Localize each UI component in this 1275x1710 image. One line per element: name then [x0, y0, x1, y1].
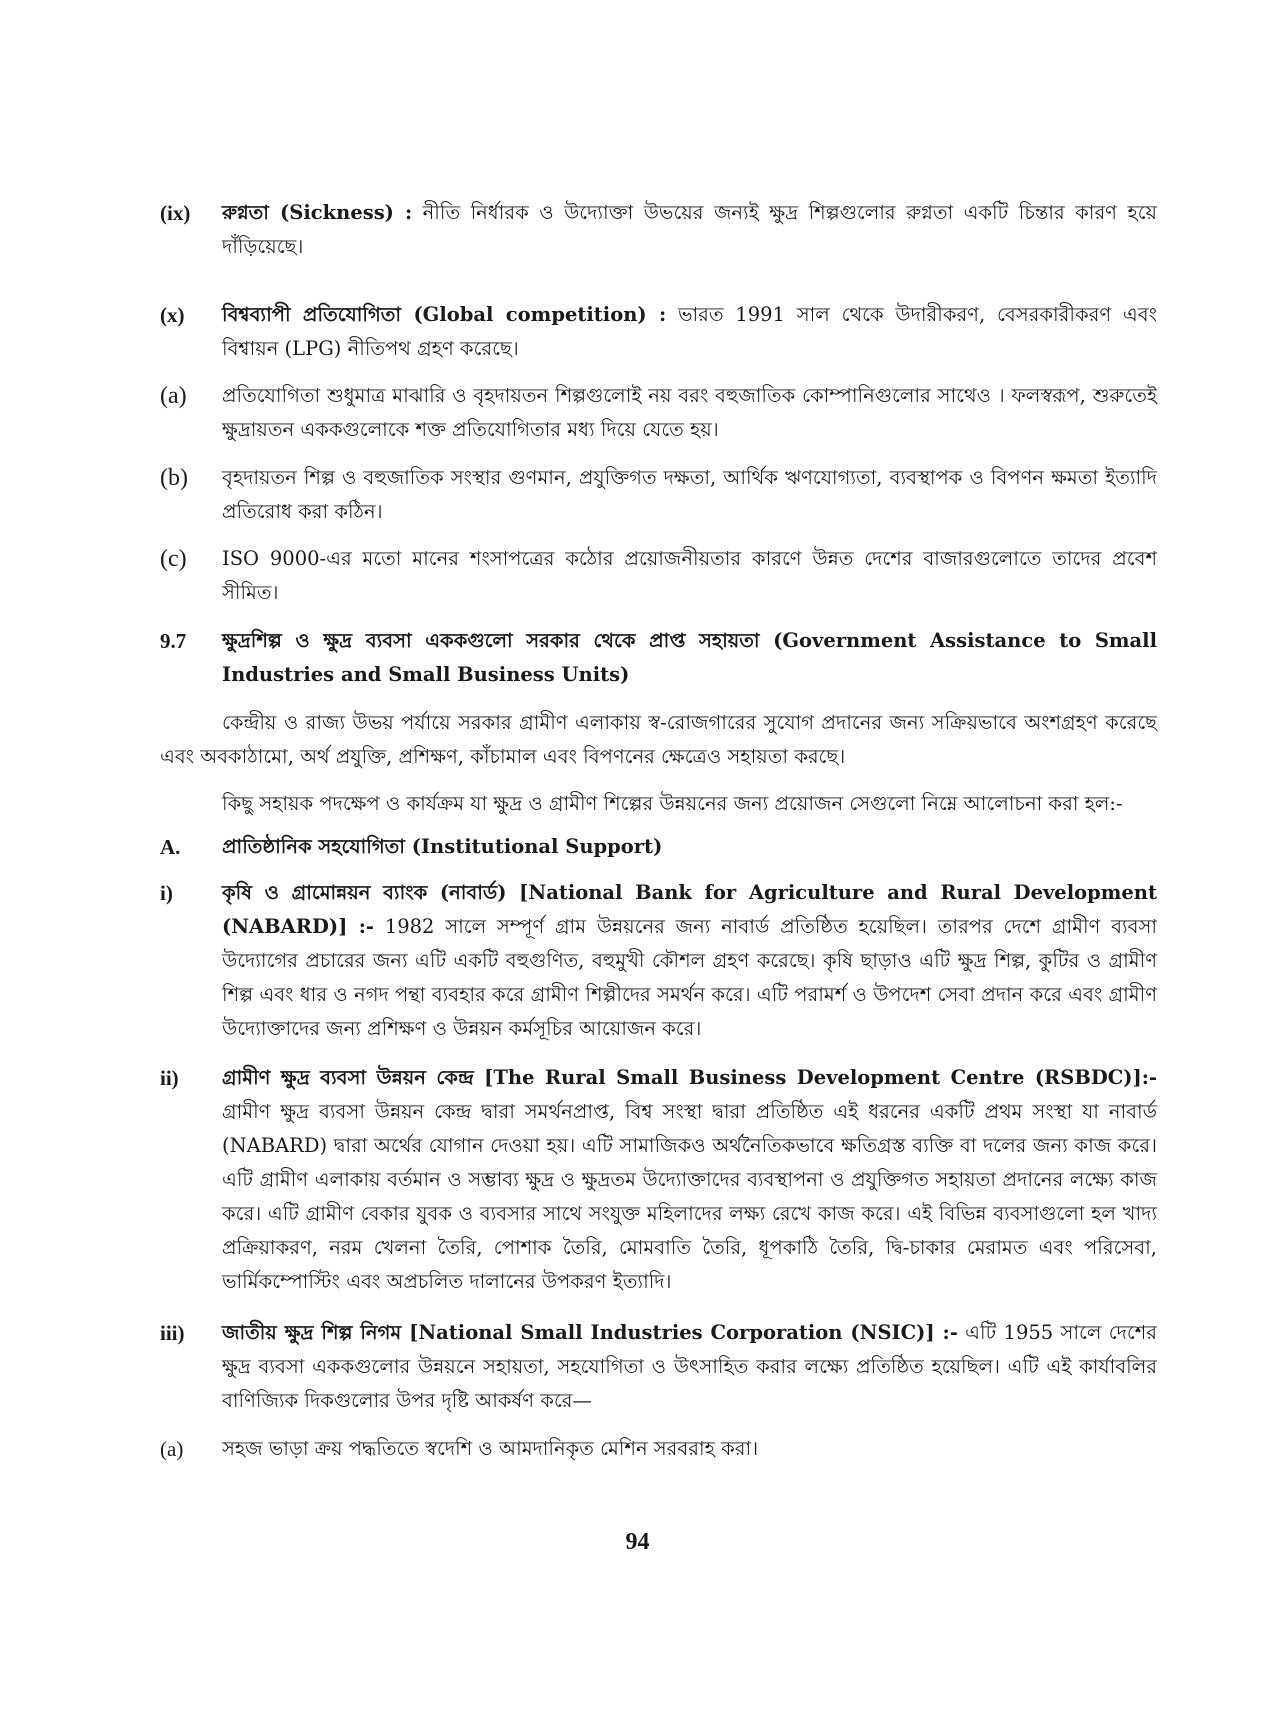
item-body: [222, 876, 1157, 1046]
support-item-a: [160, 1432, 1157, 1466]
paragraph-text: কেন্দ্রীয় ও রাজ্য উভয় পর্যায়ে সরকার গ্রামীণ এলাকায় স্ব-রোজগারের সুযোগ প্রদানের জন্য সক্রিয়ভাবে অংশগ্রহণ করেছে এবং অবকাঠামো, অর্থ প্রযুক্তি, প্রশিক্ষণ, কাঁচামাল এবং বিপণনের ক্ষেত্রেও সহায়তা করছে।: [160, 711, 1157, 768]
item-heading: বিশ্বব্যাপী প্রতিযোগিতা (Global competition) :: [222, 303, 667, 326]
item-body: [222, 1316, 1157, 1418]
item-heading: রুগ্নতা (Sickness) :: [222, 201, 413, 224]
item-text: এটি 1955 সালে দেশের ক্ষুদ্র ব্যবসা এককগুলোর উন্নয়নে সহায়তা, সহযোগিতা ও উৎসাহিত করার লক্ষ্যে প্রতিষ্ঠিত হয়েছিল। এটি এই কার্যাবলির বাণিজ্যিক দিকগুলোর উপর দৃষ্টি আকর্ষণ করে—: [222, 1321, 1157, 1412]
subsection-label: A.: [160, 835, 181, 859]
item-x: [160, 298, 1157, 366]
section-paragraph-2: [160, 787, 1157, 821]
item-label: iii): [160, 1321, 185, 1345]
item-body: [222, 298, 1157, 366]
section-heading: [160, 624, 1157, 692]
item-label: (c): [160, 546, 187, 572]
item-label: (a): [160, 1437, 184, 1461]
item-text: প্রতিযোগিতা শুধুমাত্র মাঝারি ও বৃহদায়তন শিল্পগুলোই নয় বরং বহুজাতিক কোম্পানিগুলোর সাথেও । ফলস্বরূপ, শুরুতেই ক্ষুদ্রায়তন এককগুলোকে শক্ত প্রতিযোগিতার মধ্য দিয়ে যেতে হয়।: [222, 384, 1157, 441]
item-text: গ্রামীণ ক্ষুদ্র ব্যবসা উন্নয়ন কেন্দ্র দ্বারা সমর্থনপ্রাপ্ত, বিশ্ব সংস্থা দ্বারা প্রতিষ্ঠিত এই ধরনের একটি প্রথম সংস্থা যা নাবার্ড (NABARD) দ্বারা অর্থের যোগান দেওয়া হয়। এটি সামাজিকও অর্থনৈতিকভাবে ক্ষতিগ্রস্ত ব্যক্তি বা দলের জন্য কাজ করে। এটি গ্রামীণ এলাকায় বর্তমান ও সম্ভাব্য ক্ষুদ্র ও ক্ষুদ্রতম উদ্যোক্তাদের ব্যবস্থাপনা ও প্রযুক্তিগত সহায়তা প্রদানের লক্ষ্যে কাজ করে। এটি গ্রামীণ বেকার যুবক ও ব্যবসার সাথে সংযুক্ত মহিলাদের লক্ষ্য রেখে কাজ করে। এই বিভিন্ন ব্যবসাগুলো হল খাদ্য প্রক্রিয়াকরণ, নরম খেলনা তৈরি, পোশাক তৈরি, মোমবাতি তৈরি, ধূপকাঠি তৈরি, দ্বি-চাকার মেরামত এবং পরিসেবা, ভার্মিকম্পোস্টিং এবং অপ্রচলিত দালানের উপকরণ ইত্যাদি।: [222, 1100, 1157, 1293]
item-b-competition: [160, 461, 1157, 529]
item-body: [222, 196, 1157, 264]
item-a-competition: [160, 379, 1157, 447]
section-title: ক্ষুদ্রশিল্প ও ক্ষুদ্র ব্যবসা এককগুলো সরকার থেকে প্রাপ্ত সহায়তা (Government Assistance to Small Industries and Small Business Units): [222, 629, 1157, 686]
item-text: নীতি নির্ধারক ও উদ্যোক্তা উভয়ের জন্যই ক্ষুদ্র শিল্পগুলোর রুগ্নতা একটি চিন্তার কারণ হয়ে দাঁড়িয়েছে।: [222, 201, 1158, 258]
item-label: ii): [160, 1066, 179, 1090]
item-text: ISO 9000-এর মতো মানের শংসাপত্রের কঠোর প্রয়োজনীয়তার কারণে উন্নত দেশের বাজারগুলোতে তাদের প্রবেশ সীমিত।: [222, 547, 1157, 604]
item-label: i): [160, 881, 173, 905]
subsection-title: প্রাতিষ্ঠানিক সহযোগিতা (Institutional Support): [222, 835, 663, 858]
page-number: 94: [625, 1529, 650, 1555]
item-text: ভারত 1991 সাল থেকে উদারীকরণ, বেসরকারীকরণ এবং বিশ্বায়ন (LPG) নীতিপথ গ্রহণ করেছে।: [222, 303, 1157, 360]
support-item-nabard: [160, 876, 1157, 1046]
paragraph-text: কিছু সহায়ক পদক্ষেপ ও কার্যক্রম যা ক্ষুদ্র ও গ্রামীণ শিল্পের উন্নয়নের জন্য প্রয়োজন সেগুলো নিম্নে আলোচনা করা হল:-: [222, 792, 1123, 815]
item-heading: গ্রামীণ ক্ষুদ্র ব্যবসা উন্নয়ন কেন্দ্র [The Rural Small Business Development Centre (RSBDC)]:-: [222, 1066, 1157, 1089]
subsection-heading: [160, 830, 1157, 864]
item-ix: [160, 196, 1157, 264]
section-number: 9.7: [160, 629, 187, 653]
item-text: 1982 সালে সম্পূর্ণ গ্রাম উন্নয়নের জন্য নাবার্ড প্রতিষ্ঠিত হয়েছিল। তারপর দেশে গ্রামীণ ব্যবসা উদ্যোগের প্রচারের জন্য এটি একটি বহুগুণিত, বহুমুখী কৌশল গ্রহণ করেছে। কৃষি ছাড়াও এটি ক্ষুদ্র শিল্প, কুটির ও গ্রামীণ শিল্প এবং ধার ও নগদ পন্থা ব্যবহার করে গ্রামীণ শিল্পীদের সমর্থন করে। এটি পরামর্শ ও উপদেশ সেবা প্রদান করে এবং গ্রামীণ উদ্যোক্তাদের জন্য প্রশিক্ষণ ও উন্নয়ন কর্মসূচির আয়োজন করে।: [222, 915, 1157, 1040]
item-body: [222, 1061, 1157, 1299]
item-label: (b): [160, 465, 188, 491]
support-item-nsic: [160, 1316, 1157, 1418]
support-item-rsbdc: [160, 1061, 1157, 1299]
section-paragraph-1: [160, 706, 1157, 774]
item-heading: কৃষি ও গ্রামোন্নয়ন ব্যাংক (নাবার্ড) [National Bank for Agriculture and Rural Development (NABARD)] :-: [222, 881, 1157, 938]
item-label: (a): [160, 383, 187, 409]
item-c-competition: [160, 542, 1157, 610]
item-text: সহজ ভাড়া ক্রয় পদ্ধতিতে স্বদেশি ও আমদানিকৃত মেশিন সরবরাহ করা।: [222, 1437, 759, 1460]
item-text: বৃহদায়তন শিল্প ও বহুজাতিক সংস্থার গুণমান, প্রযুক্তিগত দক্ষতা, আর্থিক ঋণযোগ্যতা, ব্যবস্থাপক ও বিপণন ক্ষমতা ইত্যাদি প্রতিরোধ করা কঠিন।: [222, 466, 1157, 523]
item-label: (ix): [160, 201, 191, 225]
item-heading: জাতীয় ক্ষুদ্র শিল্প নিগম [National Small Industries Corporation (NSIC)] :-: [222, 1321, 958, 1344]
item-label: (x): [160, 303, 185, 327]
